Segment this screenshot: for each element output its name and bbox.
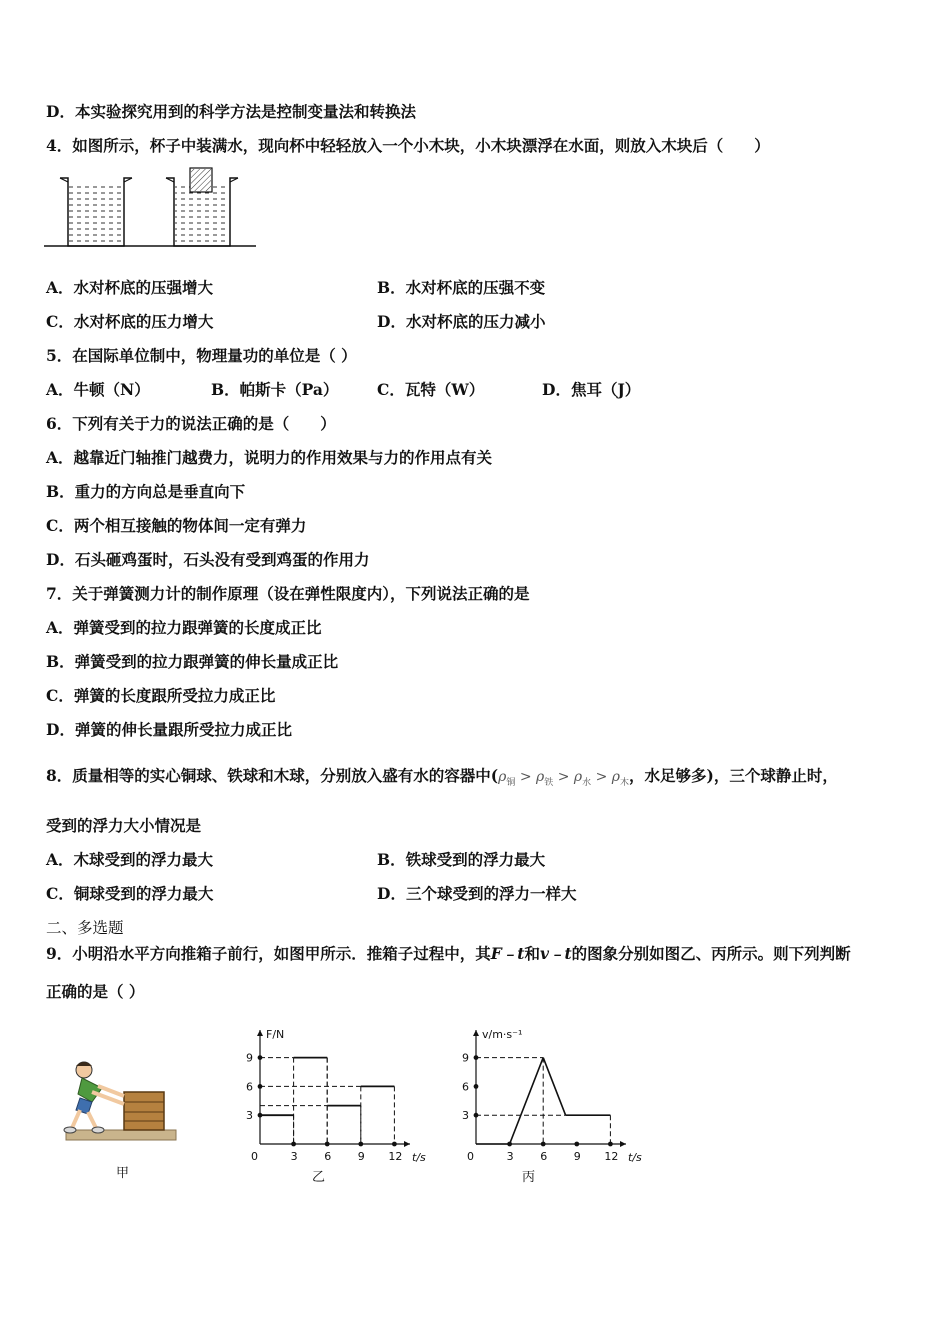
x-tick-label: 12 [604, 1150, 619, 1163]
person [64, 1062, 124, 1133]
x-axis-arrow [404, 1141, 410, 1147]
q8-option-c: C．铜球受到的浮力最大 [46, 884, 214, 903]
y-tick-label: 3 [246, 1109, 253, 1123]
q5-option-c: C．瓦特（W） [377, 380, 485, 399]
vt-graph [452, 1024, 652, 1170]
data-segment [510, 1058, 544, 1144]
q8-stem-pre: 8．质量相等的实心铜球、铁球和木球，分别放入盛有水的容器中( [46, 766, 499, 785]
q4-stem: 4．如图所示，杯子中装满水，现向杯中轻轻放入一个小木块，小木块漂浮在水面，则放入木块后（ ） [46, 136, 770, 155]
x-axis-label: t/s [628, 1151, 642, 1164]
caption-yi: 乙 [312, 1170, 326, 1185]
q4-option-d: D．水对杯底的压力减小 [377, 312, 546, 331]
x-tick-label: 6 [324, 1150, 332, 1163]
data-segment [543, 1058, 565, 1116]
x-tick-label: 9 [357, 1150, 365, 1163]
x-tick-label: 3 [290, 1150, 298, 1163]
x-tick-label: 3 [506, 1150, 514, 1163]
q8-stem-line2: 受到的浮力大小情况是 [46, 816, 202, 835]
q7-option-c: C．弹簧的长度跟所受拉力成正比 [46, 686, 276, 705]
x-tick-label: 12 [388, 1150, 403, 1163]
q8-stem [46, 766, 838, 793]
x-axis-label: t/s [412, 1151, 426, 1164]
q4-option-b: B．水对杯底的压强不变 [377, 278, 546, 297]
q8-option-b: B．铁球受到的浮力最大 [377, 850, 546, 869]
box [124, 1092, 164, 1130]
density-formula: $\rho_铜 > \rho_铁 > \rho_水 > \rho_木$ [498, 769, 630, 788]
x-axis-arrow [620, 1141, 626, 1147]
y-tick-label: 9 [246, 1051, 253, 1065]
x-tick-label: 0 [467, 1150, 474, 1163]
x-tick-label: 9 [573, 1150, 581, 1163]
q6-option-b: B．重力的方向总是垂直向下 [46, 482, 246, 501]
q3-option-d: D．本实验探究用到的科学方法是控制变量法和转换法 [46, 102, 416, 121]
q5-stem: 5．在国际单位制中，物理量功的单位是（ ） [46, 346, 357, 365]
q4-option-a: A．水对杯底的压强增大 [46, 278, 214, 297]
section-title: 二、多选题 [46, 919, 124, 937]
q7-option-d: D．弹簧的伸长量跟所受拉力成正比 [46, 720, 292, 739]
cup-left [60, 178, 132, 246]
q5-option-b: B．帕斯卡（Pa） [211, 380, 339, 399]
x-tick-dot [574, 1142, 579, 1147]
q7-stem: 7．关于弹簧测力计的制作原理（设在弹性限度内），下列说法正确的是 [46, 584, 530, 603]
y-tick-label: 3 [462, 1109, 469, 1123]
y-axis-label: F/N [266, 1028, 285, 1041]
y-axis-arrow [473, 1030, 479, 1036]
caption-jia: 甲 [116, 1166, 130, 1181]
q5-option-d: D．焦耳（J） [542, 380, 641, 399]
q4-option-c: C．水对杯底的压力增大 [46, 312, 214, 331]
y-axis-arrow [257, 1030, 263, 1036]
q7-option-b: B．弹簧受到的拉力跟弹簧的伸长量成正比 [46, 652, 339, 671]
q6-option-a: A．越靠近门轴推门越费力，说明力的作用效果与力的作用点有关 [46, 448, 493, 467]
y-axis-label: v/m·s⁻¹ [482, 1028, 523, 1041]
y-tick-dot [474, 1084, 479, 1089]
x-tick-label: 6 [540, 1150, 548, 1163]
q8-option-d: D．三个球受到的浮力一样大 [377, 884, 577, 903]
q9-stem-line2: 正确的是（ ） [46, 982, 145, 1001]
pushing-box-figure [62, 1056, 180, 1146]
q6-option-c: C．两个相互接触的物体间一定有弹力 [46, 516, 307, 535]
q5-option-a: A．牛顿（N） [46, 380, 150, 399]
q7-option-a: A．弹簧受到的拉力跟弹簧的长度成正比 [46, 618, 322, 637]
cup-right [166, 168, 238, 246]
x-tick-label: 0 [251, 1150, 258, 1163]
y-tick-label: 6 [462, 1080, 469, 1094]
y-tick-label: 6 [246, 1080, 253, 1094]
caption-bing: 丙 [522, 1170, 536, 1185]
q8-option-a: A．木球受到的浮力最大 [46, 850, 214, 869]
q6-stem: 6．下列有关于力的说法正确的是（ ） [46, 414, 336, 433]
q6-option-d: D．石头砸鸡蛋时，石头没有受到鸡蛋的作用力 [46, 550, 370, 569]
q4-cups-figure [44, 166, 258, 250]
y-tick-label: 9 [462, 1051, 469, 1065]
q8-stem-post: ，水足够多)，三个球静止时， [629, 766, 838, 785]
ft-graph [236, 1024, 436, 1170]
q9-stem-line1: 9．小明沿水平方向推箱子前行，如图甲所示．推箱子过程中，其F﹣t和v﹣t的图象分别如图乙、丙所示。则下列判断 [46, 944, 851, 963]
